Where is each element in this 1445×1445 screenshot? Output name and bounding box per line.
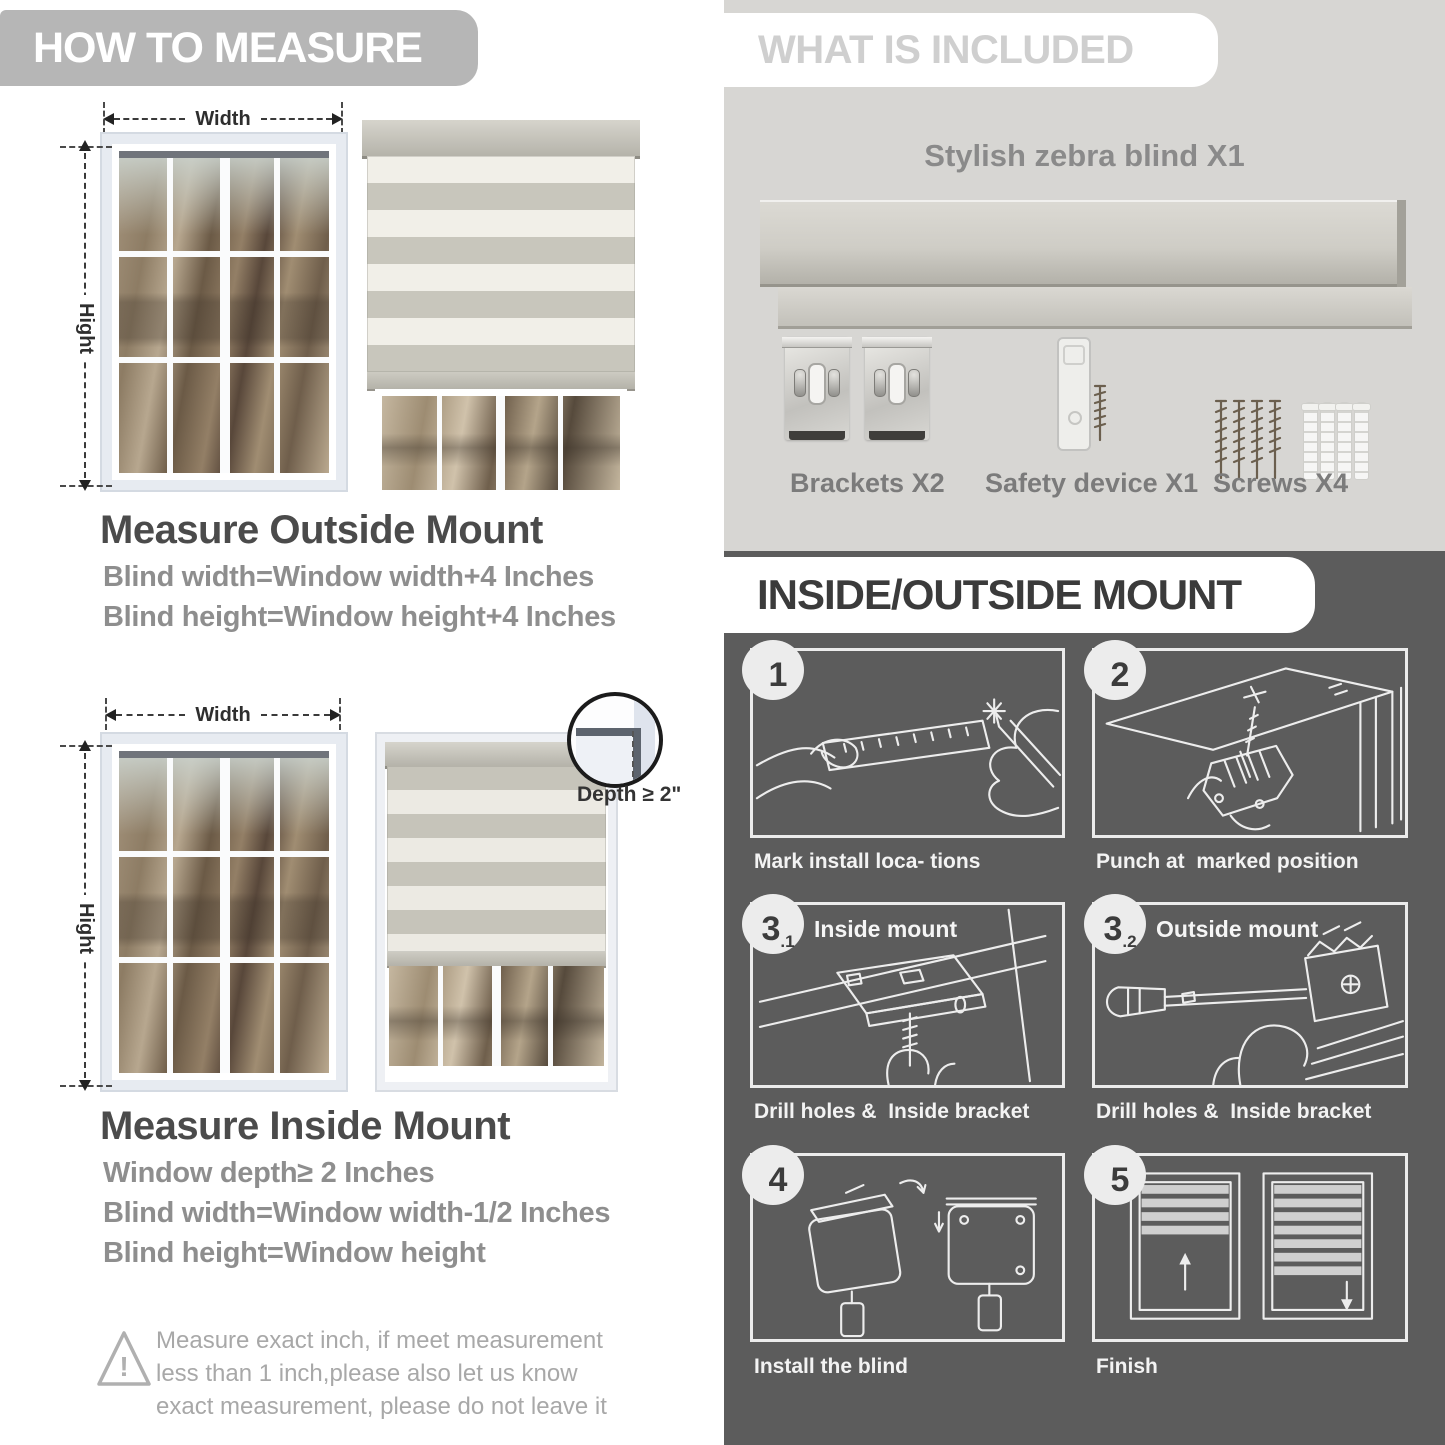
window-photo: [119, 151, 329, 473]
anchor-icon: [1354, 402, 1369, 480]
inside-mount-title: Measure Inside Mount: [100, 1104, 511, 1148]
step-caption-4: Install the blind: [754, 1355, 909, 1378]
window-illustration: [100, 132, 348, 492]
zebra-blind-illustration: [362, 120, 640, 497]
safety-device-label: Safety device X1: [985, 468, 1199, 498]
inside-rule-depth: Window depth≥ 2 Inches: [103, 1157, 435, 1189]
step-badge-2: 2: [1084, 640, 1146, 700]
mount-header-bar: [724, 557, 1315, 633]
step-title-3-1: Inside mount: [814, 916, 958, 942]
step-badge-3-2: 3 .2: [1084, 894, 1146, 954]
what-is-included-panel: [724, 0, 1445, 551]
blind-cassette: [362, 120, 640, 159]
arrow-up-icon: [79, 140, 91, 151]
width-arrow: [103, 107, 343, 130]
height-label-inside: Hight: [72, 895, 99, 962]
step-badge-4: 4: [742, 1145, 804, 1205]
arrow-down-icon: [79, 1080, 91, 1091]
window-illustration-inside: [100, 732, 348, 1092]
measure-note: Measure exact inch, if meet measurement less than 1 inch,please also let us know exact measurement, please do not leave it: [156, 1327, 607, 1420]
step-caption-5: Finish: [1096, 1355, 1158, 1378]
arrow-down-icon: [79, 480, 91, 491]
warning-triangle-icon: [94, 1326, 154, 1392]
step-caption-3-1: Drill holes & Inside bracket: [754, 1100, 1030, 1123]
step-caption-1: Mark install loca- tions: [754, 850, 981, 873]
inside-rule-height: Blind height=Window height: [103, 1237, 486, 1269]
height-label: Hight: [72, 295, 99, 362]
width-label-inside: Width: [195, 703, 251, 726]
how-to-measure-title: HOW TO MEASURE: [33, 23, 422, 72]
depth-label: Depth ≥ 2": [577, 783, 682, 806]
window-track: [119, 151, 329, 158]
brackets-label: Brackets X2: [790, 468, 945, 498]
screw-icon: [1092, 383, 1108, 443]
height-arrow-inside: [75, 743, 97, 1088]
arrow-up-icon: [79, 740, 91, 751]
step-badge-3-1: 3 .1: [742, 894, 804, 954]
step-badge-1: 1: [742, 640, 804, 700]
magnifier-icon: [567, 692, 663, 788]
how-to-measure-header-bar: [0, 10, 478, 86]
blind-cassette-image: [760, 200, 1406, 287]
outside-rule-width: Blind width=Window width+4 Inches: [103, 561, 594, 593]
height-arrow: [75, 143, 97, 488]
window-below-blind: [375, 389, 627, 497]
screws-label: Screws X4: [1213, 468, 1349, 498]
bracket-icon: [785, 337, 849, 440]
what-is-included-header-bar: [724, 13, 1218, 87]
inside-rule-width: Blind width=Window width-1/2 Inches: [103, 1197, 611, 1229]
bracket-icon: [865, 337, 929, 440]
outside-mount-title: Measure Outside Mount: [100, 508, 543, 552]
stylish-blind-label: Stylish zebra blind X1: [924, 138, 1245, 173]
outside-rule-height: Blind height=Window height+4 Inches: [103, 601, 616, 633]
blind-stripes: [367, 156, 635, 372]
blind-rail-image: [778, 287, 1412, 329]
svg-text:!: !: [119, 1351, 129, 1382]
mount-panel: [724, 551, 1445, 1445]
width-label: Width: [195, 107, 251, 130]
width-arrow-inside: [105, 703, 341, 726]
window-photo: [119, 751, 329, 1073]
window-track: [119, 751, 329, 758]
step-title-3-2: Outside mount: [1156, 916, 1319, 942]
safety-device-icon: [1057, 337, 1091, 451]
mount-title: INSIDE/OUTSIDE MOUNT: [757, 571, 1242, 618]
step-caption-2: Punch at marked position: [1096, 850, 1359, 873]
step-caption-3-2: Drill holes & Inside bracket: [1096, 1100, 1372, 1123]
what-is-included-title: WHAT IS INCLUDED: [758, 27, 1134, 72]
step-badge-5: 5: [1084, 1145, 1146, 1205]
